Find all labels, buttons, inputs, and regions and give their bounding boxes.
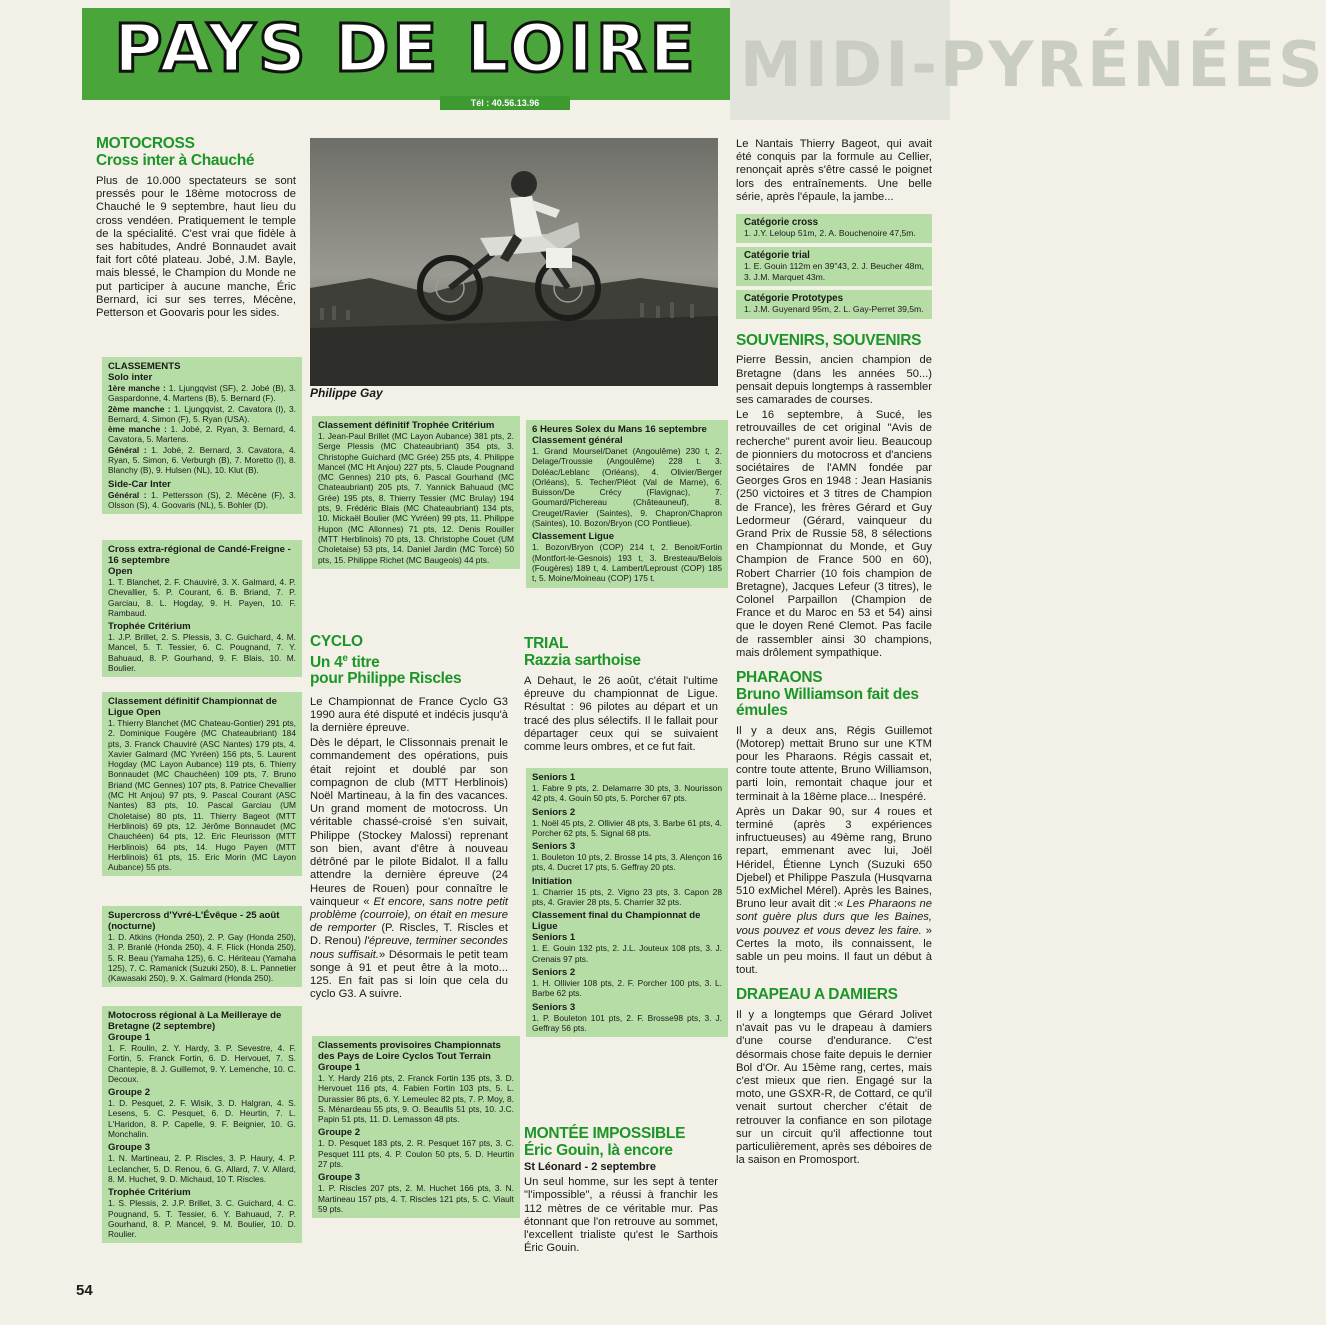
meilleraye-g2: 1. D. Pesquet, 2. F. Wisik, 3. D. Halgran, 4. S. Lesens, 5. C. Pesquet, 6. D. Heurtin, 7. L. L'Haridon, 8. P. Capelle, 9. F. Beignier, 10. G. Monchalin.	[108, 1098, 296, 1140]
meilleraye-box	[102, 1006, 302, 1243]
meilleraye-g3-title: Groupe 3	[108, 1142, 151, 1154]
motocross-body: Plus de 10.000 spectateurs se sont pressés pour le 18ème motocross de Chauché le 9 septembre, haut lieu du cross vendéen. Pratiquement le temple de la spécialité. C'est vrai que fidèle à ses habitudes, André Bonnaudet avait fait fort côté plateau. Jobé, J.M. Bayle, mais blessé, le Champion du Monde ne put participer à aucune manche, Éric Bernard, ici sur ses terres, Mécène, Petterson et Goovaris pour les sides.	[96, 175, 296, 320]
solo-manche-3: ème manche : 1. Jobé, 2. Ryan, 3. Bernard, 4. Cavatora, 5. Martens.	[108, 424, 296, 445]
meilleraye-crit-title: Trophée Critérium	[108, 1187, 191, 1199]
ligue-open-box	[102, 692, 302, 876]
montee-headline: Éric Gouin, là encore	[524, 1141, 673, 1159]
cyclo-headline-2: pour Philippe Riscles	[310, 670, 462, 688]
motocross-kicker: MOTOCROSS	[96, 135, 195, 152]
cyclos-tt-g3-title: Groupe 3	[318, 1172, 361, 1184]
meilleraye-crit: 1. S. Plessis, 2. J.P. Brillet, 3. C. Guichard, 4. C. Pougnand, 5. T. Tessier, 6. Y. Bahuaud, 7. P. Gourhand, 8. P. Mancel, 9. M. Boulier, 10. D. Roulier.	[108, 1198, 296, 1240]
cyclo-kicker: CYCLO	[310, 633, 363, 650]
drapeau-body: Il y a longtemps que Gérard Jolivet n'avait pas vu le drapeau à damiers d'une course d'endurance. C'est désormais chose faite depuis le dernier Bol d'Or. Au 15ème rang, certes, mais c'est mieux que rien. Engagé sur la moto, une GSXR-R, de Cottard, ce qu'il venait surtout chercher c'était de retrouver la confiance en son pilotage sur un circuit qu'il affectionne tout particulièrement, après ses déboires de la saison en Promosport.	[736, 1008, 932, 1167]
cyclos-tt-g2-title: Groupe 2	[318, 1127, 361, 1139]
cyclo-headline: Un 4e titre	[310, 652, 380, 671]
trial-fs3: 1. P. Bouleton 101 pts, 2. F. Brosse98 pts, 3. J. Geffray 56 pts.	[532, 1012, 722, 1033]
solex-ligue: 1. Bozon/Bryon (COP) 214 t, 2. Benoit/Fortin (Montfort-le-Gesnois) 193 t, 3. Bresteau/Belois (Fougères) 189 t, 4. Lambert/Leproust (COP) 185 t, 5. Moine/Moineau (COP) 175 t.	[532, 542, 722, 584]
solo-general: Général : 1. Jobé, 2. Bernard, 3. Cavatora, 4. Ryan, 5. Simon, 6. Verburgh (B), 7. Moretto (I), 8. Blanchy (B), 9. Hulsen (NL), 10. Klut (B).	[108, 444, 296, 476]
header-banner	[82, 8, 730, 100]
trial-init-title: Initiation	[532, 875, 572, 887]
cande-criterium-title: Trophée Critérium	[108, 621, 191, 633]
trial-kicker: TRIAL	[524, 635, 569, 652]
pharaons-p1: Il y a deux ans, Régis Guillemot (Motorep) mettait Bruno sur une KTM pour les Pharaons. Régis cassait et, contre toute attente, Bruno Williamson, parti loin, remontait chaque jour et terminait à la 18ème place... Inespéré.	[736, 724, 932, 803]
meilleraye-g1: 1. F. Roulin, 2. Y. Hardy, 3. P. Sevestre, 4. F. Fortin, 5. Franck Fortin, 6. D. Hervouet, 7. S. Chantepie, 8. J. Guillemot, 9. Y. Lemenche, 10. C. Decoux.	[108, 1043, 296, 1084]
trophee-criterium-body: 1. Jean-Paul Brillet (MC Layon Aubance) 381 pts, 2. Serge Plessis (MC Chateaubriant) 354 pts, 3. Christophe Guichard (MC Grée) 255 pts, 4. Philippe Mancel (MC Ht Anjou) 227 pts, 5. Claude Pougnand (MC Gennes) 210 pts, 6. Pascal Gourhand (MC Chateaubriant) 205 pts, 7. Yannick Bahuaud (MC Grée) 195 pts, 8. Thierry Tessier (MC Brulay) 194 pts, 9. Frédéric Blais (MC Chateaubriant) 134 pts, 10. Mickaël Boulier (MC Yvréen) 99 pts, 11. Philippe Hupon (MC Allonnes) 71 pts, 12. Denis Rouiller (MTT Herblinois) 70 pts, 13. Christophe Couet (UM Choletaise) 53 pts, 14. Daniel Jardin (MC Torcé) 50 pts, 15. Philippe Richet (MC Baugeois) 44 pts.	[318, 431, 514, 565]
cande-box	[102, 540, 302, 677]
drapeau-title: DRAPEAU A DAMIERS	[736, 986, 898, 1004]
trial-s1: 1. Fabre 9 pts, 2. Delamarre 30 pts, 3. Nourisson 42 pts, 4. Gouin 50 pts, 5. Porcher 67 pts.	[532, 783, 722, 804]
solo-manche-1: 1ère manche : 1. Ljungqvist (SF), 2. Jobé (B), 3. Gaspardonne, 4. Martens (B), 5. Bernard (F).	[108, 383, 296, 404]
category-proto-title: Catégorie Prototypes	[744, 293, 844, 305]
category-trial-title: Catégorie trial	[744, 249, 810, 261]
trial-fs3-title: Seniors 3	[532, 1001, 576, 1013]
phone-number: Tél : 40.56.13.96	[470, 98, 540, 108]
category-trial: 1. E. Gouin 112m en 39"43, 2. J. Beucher 48m, 3. J.M. Marquet 43m.	[744, 261, 924, 282]
trial-s3: 1. Bouleton 10 pts, 2. Brosse 14 pts, 3. Alençon 16 pts, 4. Ducret 17 pts, 5. Geffray 20 pts.	[532, 852, 722, 873]
trial-s2: 1. Noël 45 pts, 2. Ollivier 48 pts, 3. Barbe 61 pts, 4. Porcher 62 pts, 5. Signal 68 pts.	[532, 817, 722, 838]
trial-final-title: Classement final du Championnat de Ligue	[532, 910, 701, 933]
yvre-title: Supercross d'Yvré-L'Évêque - 25 août (nocturne)	[108, 910, 280, 932]
cande-open: 1. T. Blanchet, 2. F. Chauviré, 3. X. Galmard, 4. P. Chevallier, 5. P. Courant, 6. B. Briand, 7. P. Garciau, 8. L. Hogday, 9. H. Payen, 10. F. Rambaud.	[108, 577, 296, 618]
cyclos-tt-g1: 1. Y. Hardy 216 pts, 2. Franck Fortin 135 pts, 3. D. Hervouet 116 pts, 4. Fabien Fortin 103 pts, 5. L. Durassier 86 pts, 6. Y. Lemeulec 82 pts, 7. P. Moy, 8. S. Ménardeau 55 pts, 9. O. Beaufils 51 pts, 10. J.C. Papin 51 pts, 11. D. Lemasson 48 pts.	[318, 1073, 514, 1125]
souvenirs-p2: Le 16 septembre, à Sucé, les retrouvailles de cet original "Avis de recherche" purent avoir lieu. Beaucoup de pionniers du motocross et d'anciens sociétaires de l'AMN fondée par Georges Gros en 1948 : Jean Hasianis (250 victoires et 3 titres de Champion de France), les frères Gérard et Guy Ledormeur (Gérard, vainqueur du Grand Prix de Russie 58, 8 sélections en Championnat du Monde, et Guy Champion de France 500 en 60), Robert Charrier (10 fois champion de Bretagne), Jacques Lefeur (3 titres), le Colonel Parpaillon (Champion de France et du Maroc en 53 et 54) ainsi que le doyen René Clemot. Pas facile de rassembler ainsi 30 champions, mais drôlement sympathique.	[736, 409, 932, 659]
side-car-title: Side-Car Inter	[108, 478, 171, 490]
cande-criterium: 1. J.P. Brillet, 2. S. Plessis, 3. C. Guichard, 4. M. Mancel, 5. T. Tessier, 6. C. Pougnand, 7. Y. Bahuaud, 8. P. Gourhand, 9. F. Blais, 10. M. Boulier.	[108, 632, 296, 674]
trophee-criterium-title: Classement définitif Trophée Critérium	[318, 420, 495, 431]
montee-place: St Léonard - 2 septembre	[524, 1161, 657, 1173]
cyclo-p2: Dès le départ, le Clissonnais prenait le commandement des opérations, puis était rejoint et doublé par son compagnon de club (MTT Herblinois) Noël Martineau, à la fin des vacances. Un grand moment de motocross. Un véritable chassé-croisé s'en suivait, Philippe (Stockey Malossi) reprenant son bien, avant d'être à nouveau détrôné par le pilote Bidalot. Il a fallu attendre la dernière épreuve (24 Heures de Rouen) pour connaître le vainqueur « Et encore, sans notre petit problème (courroie), on était en mesure de remporter (P. Riscles, T. Riscles et D. Renou) l'épreuve, terminer secondes nous suffisait.» Désormais le petit team songe à 91 et peut être à la moto... 125. En fait pas si loin que cela du cyclo G3. A suivre.	[310, 737, 509, 1001]
solex-gen-title: Classement général	[532, 435, 623, 446]
category-proto: 1. J.M. Guyenard 95m, 2. L. Gay-Perret 39,5m.	[744, 304, 924, 315]
montee-article	[524, 1126, 718, 1257]
trial-headline: Razzia sarthoise	[524, 651, 641, 669]
ligue-open-body: 1. Thierry Blanchet (MC Chateau-Gontier) 291 pts, 2. Dominique Fougère (MC Chateaubriant) 184 pts, 3. Franck Chauviré (ASC Nantes) 179 pts, 4. Xavier Galmard (MC Yvréen) 156 pts, 5. Laurent Hogday (MC Layon Aubance) 119 pts, 6. Thierry Bonnaudet (MC Chauchéen) 109 pts, 7. Bruno Briand (MC Gennes) 107 pts, 8. Patrice Chevallier (MC Ht Anjou) 97 pts, 9. Pascal Courant (ASC Nantes) 83 pts, 10. Pascal Garciau (UM Choletaise) 80 pts, 11. Thierry Bageot (MTT Herblinois) 69 pts, 12. Jérôme Bonnaudet (MC Chauchéen) 64 pts, 12. Eric Fleurisson (MTT Herblinois) 64 pts, 14. Hugo Payen (MTT Herblinois) 61 pts, 15. Eric Morin (MC Layon Aubance) 55 pts.	[108, 718, 296, 873]
meilleraye-g2-title: Groupe 2	[108, 1087, 151, 1099]
trial-s3-title: Seniors 3	[532, 841, 576, 853]
trial-fs1: 1. E. Gouin 132 pts, 2. J.L. Jouteux 108 pts, 3. J. Crenais 97 pts.	[532, 943, 722, 964]
meilleraye-title: Motocross régional à La Meilleraye de Bretagne (2 septembre)	[108, 1010, 282, 1032]
trial-body: A Dehaut, le 26 août, c'était l'ultime épreuve du championnat de Ligue. Résultat : 96 pilotes au départ et un tracé des plus sélectifs. Il le fallait pour départager ceux qui se suivaient comme leurs ombres, et ce fut fait.	[524, 675, 718, 754]
motocross-jump-illustration	[310, 138, 718, 386]
category-cross-box	[736, 214, 932, 243]
yvre-box	[102, 906, 302, 987]
cyclo-article	[310, 634, 508, 1003]
cyclos-tt-box	[312, 1036, 520, 1218]
adjacent-page-strip	[730, 0, 1326, 120]
page-number: 54	[76, 1282, 93, 1299]
pharaons-p2: Après un Dakar 90, sur 4 roues et terminé (après 3 expériences infructueuses) au 49ème rang, Bruno repart, emmenant avec lui, Joël Héridel, Étienne Lynch (Suzuki 650 Djebel) et Philippe Paszula (Husqvarna 510 exMichel Mérel). Après les Baines, Bruno leur avait dit :« Les Pharaons ne sont guère plus durs que les Baines, vous pouvez et vous devez les faire. » Certes la moto, ils connaissent, le sable un peu moins. Il faut un début à tout.	[736, 805, 933, 977]
souvenirs-title: SOUVENIRS, SOUVENIRS	[736, 331, 922, 349]
side-car-general: Général : 1. Pettersson (S), 2. Mécène (F), 3. Olsson (S), 4. Goovaris (NL), 5. Bohler (D).	[108, 489, 296, 510]
montee-kicker: MONTÉE IMPOSSIBLE	[524, 1125, 686, 1142]
souvenirs-p1: Pierre Bessin, ancien champion de Bretagne (dans les années 50...) pensait depuis longtemps à rassembler ses camarades de courses.	[736, 354, 932, 406]
montee-body: Un seul homme, sur les sept à tenter "l'impossible", a réussi à franchir les 112 mètres de ce véritable mur. Pas étonnant que l'on retrouve au sommet, l'excellent trialiste qu'est le Sarthois Éric Gouin.	[524, 1176, 718, 1255]
cande-title: Cross extra-régional de Candé-Freigne - 16 septembre	[108, 544, 291, 566]
category-cross-title: Catégorie cross	[744, 217, 819, 229]
solex-ligue-title: Classement Ligue	[532, 531, 615, 543]
trial-fs1-title: Seniors 1	[532, 932, 576, 944]
trophee-criterium-box	[312, 416, 520, 569]
cyclos-tt-title: Classements provisoires Championnats des Pays de Loire Cyclos Tout Terrain	[318, 1040, 501, 1062]
solex-gen: 1. Grand Moursel/Danet (Angoulême) 230 t, 2. Delage/Troussie (Angoulême) 228 t. 3. Doléac/Leblanc (Orléans), 4. Olivier/Berger (Orléans), 5. Techer/Pléot (Val de Marne), 6. Buisson/De Crécy (Flavignac), 7. Goumard/Pichereau (Châteauneuf), 8. Creuget/Ravier (Saintes), 9. Chapron/Chapron (Saintes), 10. Bozon/Bryon (CO Pontlieue).	[532, 446, 722, 529]
trial-results-box	[526, 768, 728, 1037]
phone-bar	[440, 96, 570, 110]
trial-fs2: 1. H. Ollivier 108 pts, 2. F. Porcher 100 pts, 3. L. Barbe 62 pts.	[532, 977, 722, 999]
photo-caption: Philippe Gay	[310, 386, 383, 400]
category-trial-box	[736, 247, 932, 286]
cande-open-title: Open	[108, 566, 133, 577]
solex-box	[526, 420, 728, 588]
solo-manche-2: 2ème manche : 1. Ljungqvist, 2. Cavatora (I), 3. Bernard, 4. Simon (F), 5. Ryan (USA).	[108, 403, 296, 424]
ligue-open-title: Classement définitif Championnat de Ligue Open	[108, 696, 277, 718]
classements-title: CLASSEMENTS	[108, 361, 181, 372]
category-proto-box	[736, 290, 932, 319]
motocross-headline: Cross inter à Chauché	[96, 151, 255, 169]
motocross-photo	[310, 138, 718, 386]
right-intro: Le Nantais Thierry Bageot, qui avait été conquis par la formule au Cellier, renonçait après s'être cassé le poignet lors des entraînements. Une belle série, après l'épaule, la jambe...	[736, 138, 932, 203]
trial-init: 1. Charrier 15 pts, 2. Vigno 23 pts, 3. Capon 28 pts, 4. Gravier 28 pts, 5. Charrier 32 pts.	[532, 886, 722, 908]
meilleraye-g3: 1. N. Martineau, 2. P. Riscles, 3. P. Haury, 4. P. Leclancher, 5. D. Renou, 6. G. Allard, 7. V. Allard, 8. M. Huchet, 9. D. Michaud, 10 T. Riscles.	[108, 1153, 296, 1184]
cyclos-tt-g1-title: Groupe 1	[318, 1062, 361, 1073]
page-title: PAYS DE LOIRE	[114, 10, 698, 87]
pharaons-kicker: PHARAONS	[736, 669, 823, 687]
trial-s1-title: Seniors 1	[532, 772, 576, 783]
pharaons-headline: Bruno Williamson fait des émules	[736, 685, 919, 720]
motocross-article	[96, 136, 296, 322]
cyclos-tt-g3: 1. P. Riscles 207 pts, 2. M. Huchet 166 pts, 3. N. Martineau 157 pts, 4. T. Riscles 121 pts, 5. C. Viault 59 pts.	[318, 1183, 514, 1214]
yvre-body: 1. D. Atkins (Honda 250), 2. P. Gay (Honda 250), 3. P. Branlé (Honda 250), 4. F. Flick (Honda 250), 5. R. Beau (Yamaha 125), 6. C. Hériteau (Yamaha 125), 7. C. Ramanick (Suzuki 250), 8. L. Pannetier (Kawasaki 250), 9. X. Galmard (Honda 250).	[108, 932, 296, 984]
solo-inter-title: Solo inter	[108, 372, 153, 383]
cyclos-tt-g2: 1. D. Pesquet 183 pts, 2. R. Pesquet 167 pts, 3. C. Pesquet 111 pts, 4. P. Coulon 50 pts, 5. D. Heurtin 27 pts.	[318, 1138, 514, 1170]
category-cross: 1. J.Y. Leloup 51m, 2. A. Bouchenoire 47,5m.	[744, 228, 916, 239]
trial-fs2-title: Seniors 2	[532, 966, 576, 978]
classements-box	[102, 357, 302, 514]
trial-s2-title: Seniors 2	[532, 806, 576, 818]
right-column	[736, 138, 932, 1169]
cyclo-p1: Le Championnat de France Cyclo G3 1990 aura été disputé et indécis jusqu'à la dernière épreuve.	[310, 695, 508, 735]
solex-title: 6 Heures Solex du Mans 16 septembre	[532, 424, 707, 435]
next-page-title: MIDI-PYRÉNÉES	[740, 28, 1326, 101]
trial-article	[524, 636, 718, 756]
meilleraye-g1-title: Groupe 1	[108, 1032, 151, 1043]
